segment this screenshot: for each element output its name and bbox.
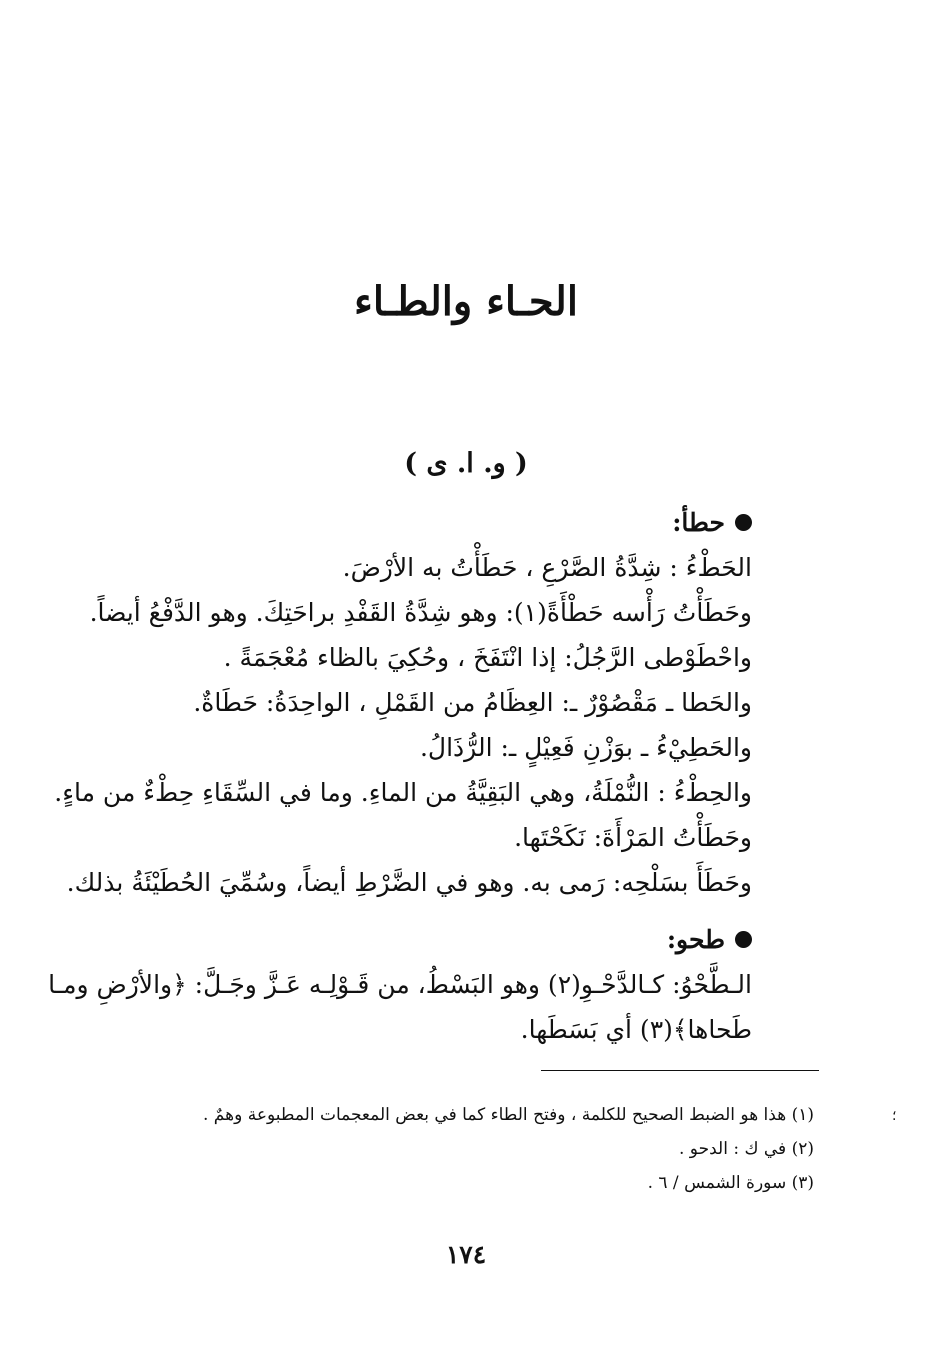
entry-head [112, 500, 752, 545]
text-line: والحِطْءُ : النُّمْلَةُ، وهي البَقِيَّةُ من الماءِ. وما في السِّقَاءِ حِطْءٌ من ماءٍ. [54, 778, 752, 807]
text-line: الـطَّحْوُ: كـالدَّحْـوِ(٢) وهو البَسْطُ، من قَـوْلِـه عَـزَّ وجَـلَّ: ﴿والأرْضِ ومـا [48, 970, 752, 999]
footnote: (١) هذا هو الضبط الصحيح للكلمة ، وفتح الطاء كما في بعض المعجمات المطبوعة وهمٌ . [203, 1105, 814, 1125]
chapter-title: الحـاء والطـاء [354, 278, 578, 325]
page-number: ١٧٤ [445, 1240, 487, 1269]
entry-thw [48, 917, 752, 1052]
bullet-icon [735, 514, 752, 531]
text-line: طَحاها﴾(٣) أي بَسَطَها. [520, 1015, 752, 1044]
text-line: الحَطْءُ : شِدَّةُ الصَّرْعِ ، حَطَأْتُ به الأرْضَ. [342, 553, 752, 582]
entry-hta [54, 500, 752, 905]
text-line: والحَطِيْءُ ـ بوَزْنِ فَعِيْلٍ ـ: الرُّذَالُ. [419, 733, 752, 762]
bullet-icon [735, 931, 752, 948]
text-line: وحَطَأَ بسَلْحِه: رَمى به. وهو في الضَّرْطِ أيضاً، وسُمِّيَ الحُطَيْئَةُ بذلك. [66, 868, 752, 897]
entry-head-label: حطأ: [672, 508, 725, 537]
text-line: وحَطَأْتُ رَأْسه حَطْأَةً(١): وهو شِدَّةُ القَفْدِ براحَتِكَ. وهو الدَّفْعُ أيضاً. [89, 598, 752, 627]
root-heading: ( و. ا. ى ) [404, 448, 528, 479]
text-line: واحْطَوْطى الرَّجُلُ: إذا انْتَفَخَ ، وحُكِيَ بالظاء مُعْجَمَةً . [223, 643, 752, 672]
main-text [48, 500, 752, 1052]
footnote-divider [541, 1070, 819, 1071]
footnote: (٣) سورة الشمس / ٦ . [647, 1173, 814, 1193]
footnotes [114, 1098, 814, 1200]
footnote: (٢) في ك : الدحو . [679, 1139, 814, 1159]
margin-mark: ؛ [892, 1108, 897, 1124]
text-line: وحَطَأْتُ المَرْأَةَ: نَكَحْتَها. [514, 823, 752, 852]
entry-head-label: طحو: [666, 925, 725, 954]
entry-head [112, 917, 752, 962]
text-line: والحَطا ـ مَقْصُوْرٌ ـ: العِظَامُ من القَمْلِ ، الواحِدَةُ: حَطَاةٌ. [193, 688, 752, 717]
